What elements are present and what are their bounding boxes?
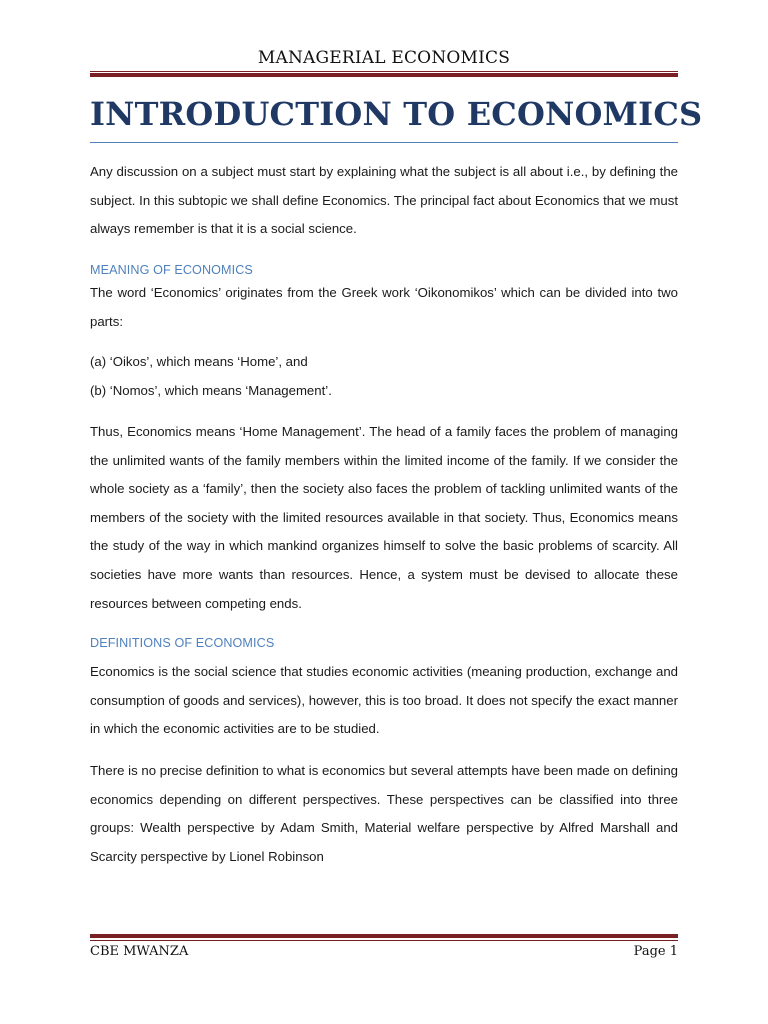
list-item: (b) ‘Nomos’, which means ‘Management’. (90, 383, 332, 398)
page-number: Page 1 (633, 944, 678, 959)
definitions-paragraph-2: There is no precise definition to what is economics but several attempts have been made on defining economics depending on different perspectives. These perspectives can be classified into three groups: Wealth perspective by Adam Smith, Material welfare perspective by Alfred Marshall and Scarcity perspective by Lionel Robinson (90, 763, 678, 864)
list-item: (a) ‘Oikos’, which means ‘Home’, and (90, 354, 308, 369)
page-title: INTRODUCTION TO ECONOMICS (90, 95, 703, 133)
section-heading-definitions: DEFINITIONS OF ECONOMICS (90, 636, 275, 650)
section-heading-meaning: MEANING OF ECONOMICS (90, 263, 253, 277)
header-rule-thin (90, 71, 678, 72)
title-underline (90, 142, 678, 143)
meaning-paragraph: The word ‘Economics’ originates from the Greek work ‘Oikonomikos’ which can be divided into two parts: (90, 285, 678, 329)
footer-institution: CBE MWANZA (90, 944, 189, 959)
footer-rule-thick (90, 934, 678, 938)
intro-paragraph: Any discussion on a subject must start by explaining what the subject is all about i.e., by defining the subject. In this subtopic we shall define Economics. The principal fact about Economics that we must always remember is that it is a social science. (90, 164, 678, 237)
document-page (90, 0, 703, 1024)
running-header: MANAGERIAL ECONOMICS (257, 48, 511, 68)
header-rule-thick (90, 73, 678, 77)
meaning-paragraph-2: Thus, Economics means ‘Home Management’. The head of a family faces the problem of managing the unlimited wants of the family members within the limited income of the family. If we consider the whole society as a ‘family’, then the society also faces the problem of tackling unlimited wants of the members of the society with the limited resources available in that society. Thus, Economics means the study of the way in which mankind organizes himself to solve the basic problems of scarcity. All societies have more wants than resources. Hence, a system must be devised to allocate these resources between competing ends. (90, 424, 678, 611)
definitions-paragraph-1: Economics is the social science that studies economic activities (meaning production, exchange and consumption of goods and services), however, this is too broad. It does not specify the exact manner in which the economic activities are to be studied. (90, 664, 678, 737)
footer-rule-thin (90, 940, 678, 941)
